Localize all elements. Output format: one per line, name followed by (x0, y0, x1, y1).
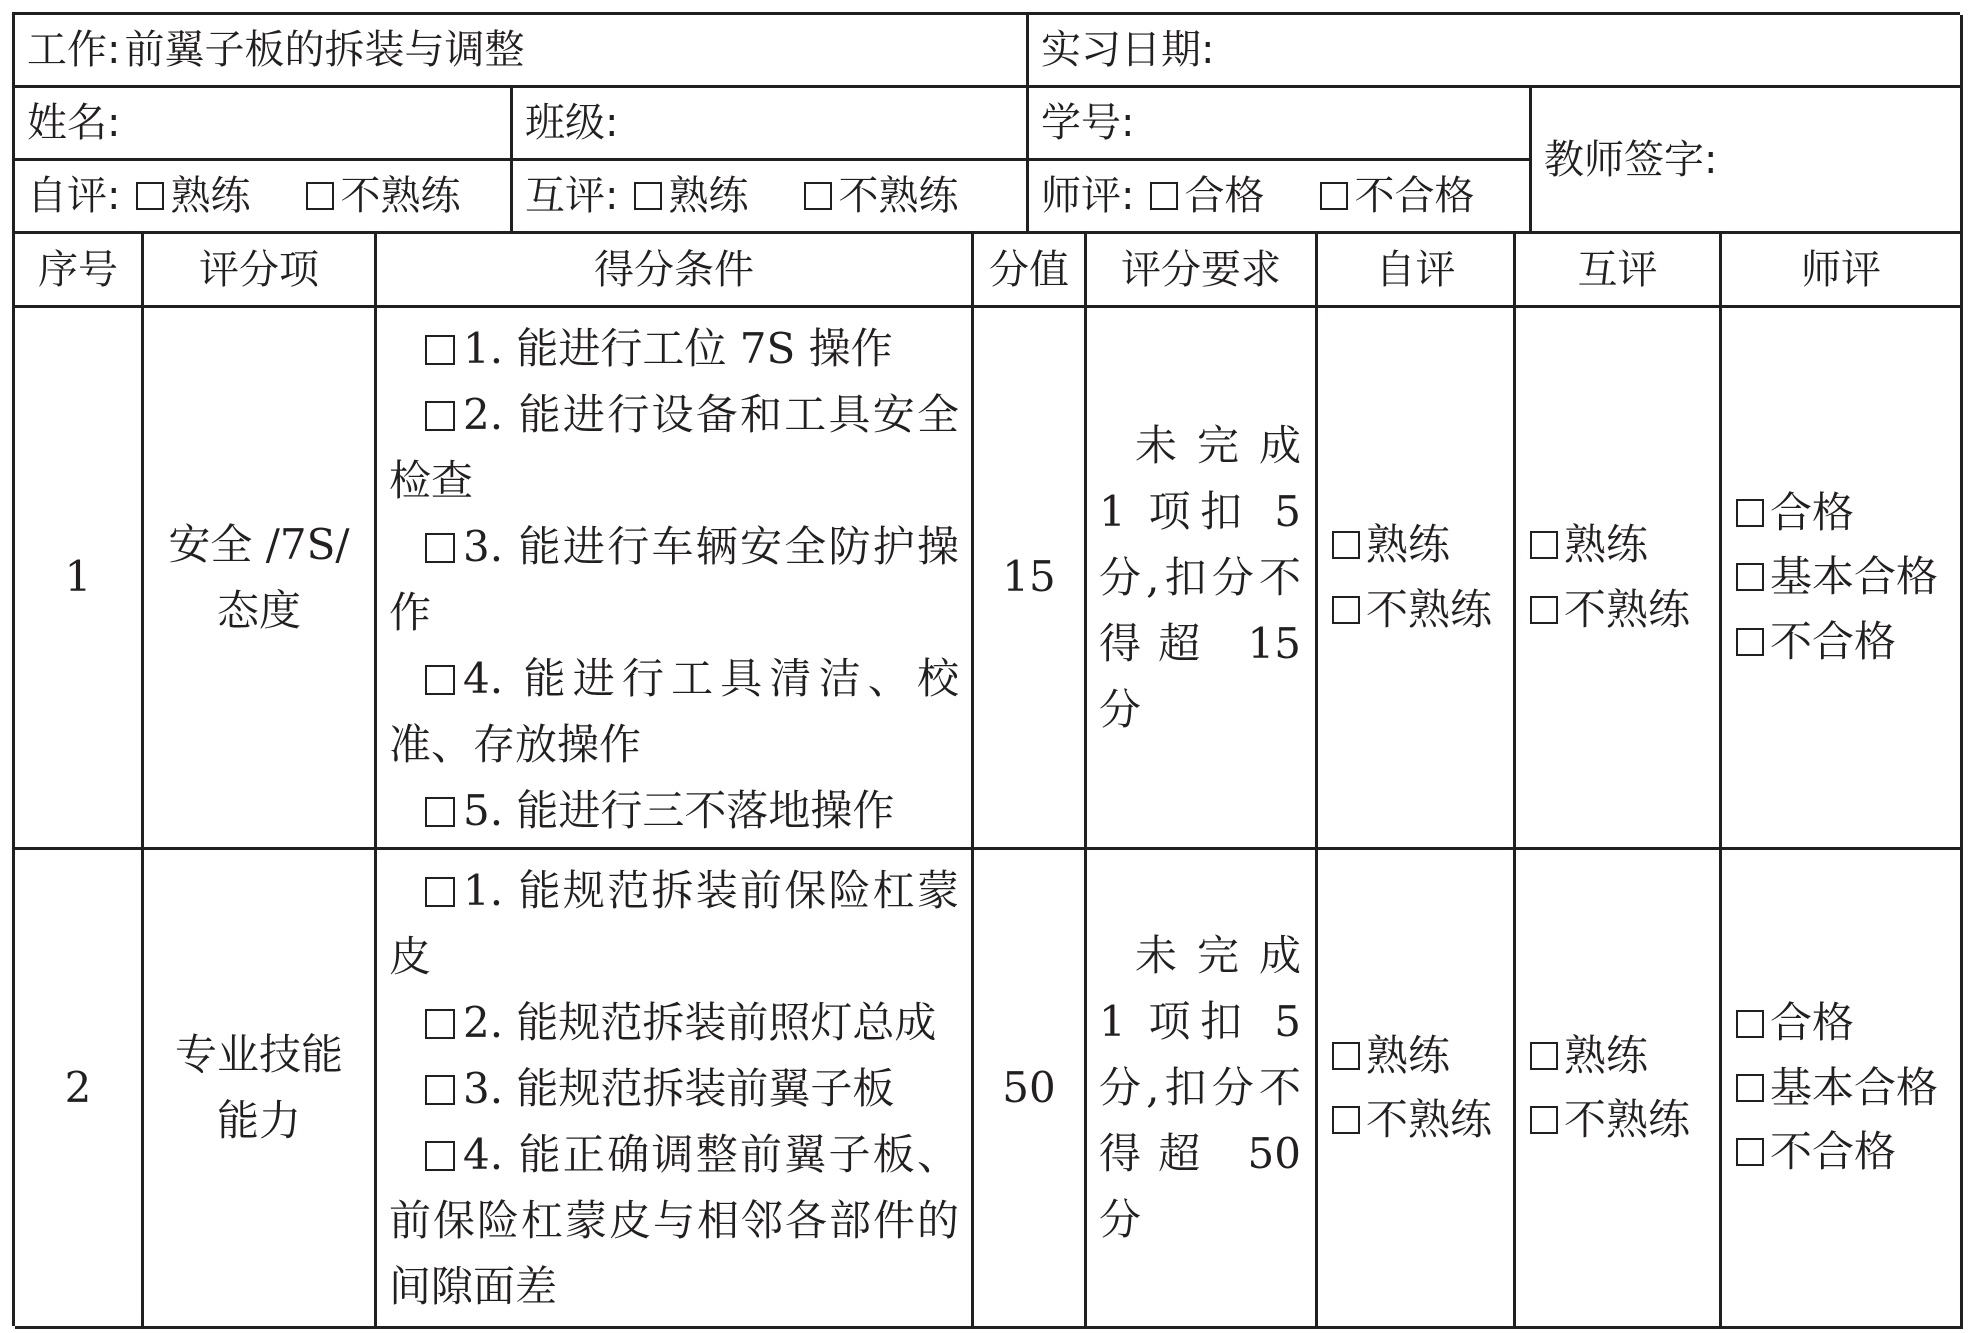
condition-item: 2. 能规范拆装前照灯总成 (389, 990, 959, 1056)
self-proficient-option[interactable]: 熟练 (1332, 520, 1450, 570)
checkbox[interactable] (425, 665, 455, 695)
checkbox[interactable] (1530, 596, 1558, 624)
checkbox[interactable] (1736, 628, 1764, 656)
checkbox[interactable] (1150, 182, 1178, 210)
col-header-self: 自评 (1318, 234, 1516, 308)
task-label: 工作: (27, 27, 121, 73)
condition-item: 1. 能进行工位 7S 操作 (389, 316, 959, 382)
row-2-self-eval (1318, 850, 1516, 1329)
checkbox[interactable] (136, 182, 164, 210)
checkbox[interactable] (1530, 1106, 1558, 1134)
row-1-no: 1 (15, 308, 144, 850)
row-1-requirement: 未完成 1 项扣 5 分,扣分不得超 15 分 (1087, 308, 1318, 850)
checkbox[interactable] (425, 335, 455, 365)
condition-item: 3. 能进行车辆安全防护操作 (389, 522, 959, 637)
checkbox[interactable] (425, 401, 455, 431)
checkbox[interactable] (425, 1075, 455, 1105)
condition-item: 2. 能进行设备和工具安全检查 (389, 390, 959, 505)
self-eval-label: 自评: (27, 173, 121, 219)
checkbox[interactable] (1736, 1074, 1764, 1102)
checkbox[interactable] (1332, 531, 1360, 559)
col-header-teacher: 师评 (1722, 234, 1963, 308)
row-2-item: 专业技能 能力 (144, 850, 377, 1329)
task-value: 前翼子板的拆装与调整 (124, 27, 525, 73)
checkbox[interactable] (1736, 499, 1764, 527)
teacher-signature-label: 教师签字: (1544, 136, 1718, 183)
checkbox[interactable] (1736, 563, 1764, 591)
checkbox[interactable] (1530, 1042, 1558, 1070)
date-label: 实习日期: (1041, 27, 1215, 73)
checkbox[interactable] (425, 1141, 455, 1171)
teacher-eval-label: 师评: (1041, 173, 1135, 219)
teacher-basic-pass-option[interactable]: 基本合格 (1736, 552, 1938, 602)
self-proficient-option[interactable]: 熟练 (1332, 1031, 1450, 1081)
teacher-basic-pass-option[interactable]: 基本合格 (1736, 1063, 1938, 1113)
condition-item: 1. 能规范拆装前保险杠蒙皮 (389, 866, 959, 981)
checkbox[interactable] (804, 182, 832, 210)
checkbox[interactable] (425, 533, 455, 563)
checkbox[interactable] (306, 182, 334, 210)
teacher-signature-field[interactable] (1532, 88, 1963, 234)
col-header-conditions: 得分条件 (377, 234, 974, 308)
row-1-item: 安全 /7S/ 态度 (144, 308, 377, 850)
peer-eval-label: 互评: (525, 173, 619, 219)
self-not-proficient-option[interactable]: 不熟练 (1332, 1095, 1492, 1145)
date-cell[interactable] (1029, 15, 1963, 88)
student-id-label: 学号: (1041, 100, 1135, 146)
checkbox[interactable] (1332, 1106, 1360, 1134)
checkbox[interactable] (1736, 1138, 1764, 1166)
peer-proficient-option[interactable]: 熟练 (1530, 1031, 1648, 1081)
peer-proficient-option[interactable]: 熟练 (618, 172, 748, 220)
row-1-conditions (377, 308, 974, 850)
task-cell (15, 15, 1029, 88)
condition-item: 5. 能进行三不落地操作 (389, 778, 959, 844)
col-header-requirement: 评分要求 (1087, 234, 1318, 308)
evaluation-form (12, 12, 1960, 1326)
checkbox[interactable] (1332, 1042, 1360, 1070)
peer-eval-summary (513, 161, 1029, 234)
peer-not-proficient-option[interactable]: 不熟练 (790, 172, 958, 220)
row-2-conditions (377, 850, 974, 1329)
teacher-fail-option[interactable]: 不合格 (1736, 1127, 1896, 1177)
checkbox[interactable] (1736, 1010, 1764, 1038)
checkbox[interactable] (1320, 182, 1348, 210)
checkbox[interactable] (425, 1009, 455, 1039)
teacher-pass-option[interactable]: 合格 (1134, 172, 1264, 220)
checkbox[interactable] (425, 877, 455, 907)
name-label: 姓名: (27, 100, 121, 146)
class-label: 班级: (525, 100, 619, 146)
student-id-field[interactable] (1029, 88, 1532, 161)
teacher-pass-option[interactable]: 合格 (1736, 488, 1854, 538)
peer-proficient-option[interactable]: 熟练 (1530, 520, 1648, 570)
teacher-eval-summary (1029, 161, 1532, 234)
checkbox[interactable] (1530, 531, 1558, 559)
peer-not-proficient-option[interactable]: 不熟练 (1530, 1095, 1690, 1145)
self-not-proficient-option[interactable]: 不熟练 (1332, 585, 1492, 635)
row-1-teacher-eval (1722, 308, 1963, 850)
col-header-item: 评分项 (144, 234, 377, 308)
row-1-self-eval (1318, 308, 1516, 850)
peer-not-proficient-option[interactable]: 不熟练 (1530, 585, 1690, 635)
checkbox[interactable] (634, 182, 662, 210)
row-1-score: 15 (974, 308, 1087, 850)
condition-item: 3. 能规范拆装前翼子板 (389, 1056, 959, 1122)
col-header-score: 分值 (974, 234, 1087, 308)
class-field[interactable] (513, 88, 1029, 161)
self-not-proficient-option[interactable]: 不熟练 (292, 172, 460, 220)
teacher-fail-option[interactable]: 不合格 (1306, 172, 1474, 220)
row-2-no: 2 (15, 850, 144, 1329)
row-1-peer-eval (1516, 308, 1722, 850)
row-2-requirement: 未完成 1 项扣 5 分,扣分不得超 50 分 (1087, 850, 1318, 1329)
row-2-peer-eval (1516, 850, 1722, 1329)
teacher-fail-option[interactable]: 不合格 (1736, 617, 1896, 667)
condition-item: 4. 能正确调整前翼子板、前保险杠蒙皮与相邻各部件的间隙面差 (389, 1130, 959, 1311)
self-proficient-option[interactable]: 熟练 (120, 172, 250, 220)
col-header-no: 序号 (15, 234, 144, 308)
checkbox[interactable] (425, 797, 455, 827)
self-eval-summary (15, 161, 513, 234)
condition-item: 4. 能进行工具清洁、校准、存放操作 (389, 654, 959, 769)
checkbox[interactable] (1332, 596, 1360, 624)
name-field[interactable] (15, 88, 513, 161)
col-header-peer: 互评 (1516, 234, 1722, 308)
teacher-pass-option[interactable]: 合格 (1736, 998, 1854, 1048)
row-2-score: 50 (974, 850, 1087, 1329)
row-2-teacher-eval (1722, 850, 1963, 1329)
